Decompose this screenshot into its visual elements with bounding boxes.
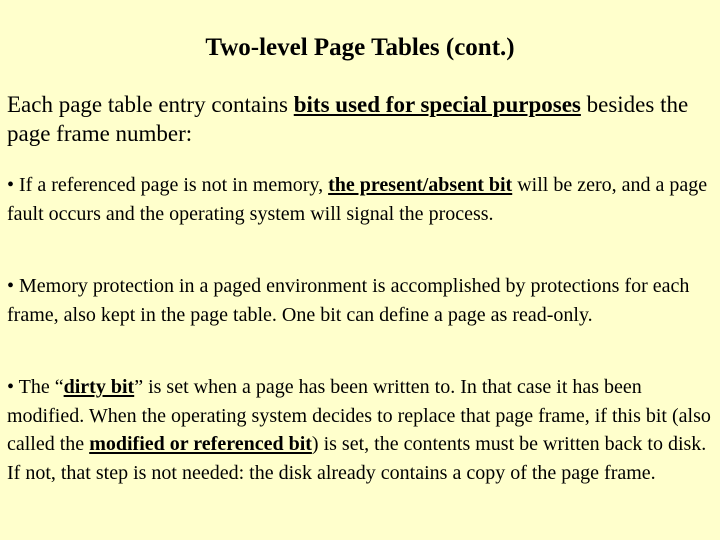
intro-emphasis: bits used for special purposes (293, 92, 581, 117)
bullet-memory-protection (7, 272, 713, 329)
bullet-1-emphasis: the present/absent bit (328, 174, 513, 196)
bullet-1-text-end: will be zero, and a page fault occurs and the operating system will signal the process. (7, 174, 708, 225)
bullet-dirty-bit (7, 373, 713, 487)
bullet-1-text-start: • If a referenced page is not in memory, (7, 174, 329, 196)
bullet-3-emphasis: dirty bit (63, 376, 135, 398)
bullet-2-text: • Memory protection in a paged environment is accomplished by protections for each frame, also kept in the page table. One bit can define a page as read-only. (7, 275, 690, 326)
bullet-3-text-middle: ” is set when a page has been written to. In that case it has been modified. When the operating system decides to replace that page frame, if this bit (also called the (7, 376, 711, 455)
bullet-3-text-end: ) is set, the contents must be written back to disk. If not, that step is not needed: the disk already contains a copy of the page frame. (7, 433, 707, 484)
intro-text-end: besides the page frame number: (7, 92, 689, 146)
bullet-3-emphasis-2: modified or referenced bit (89, 433, 312, 455)
intro-text-start: Each page table entry contains (7, 92, 294, 117)
intro-paragraph (7, 90, 713, 148)
bullet-3-text-start: • The “ (7, 376, 64, 398)
bullet-present-absent-bit (7, 171, 713, 228)
slide-title: Two-level Page Tables (cont.) (205, 34, 515, 61)
